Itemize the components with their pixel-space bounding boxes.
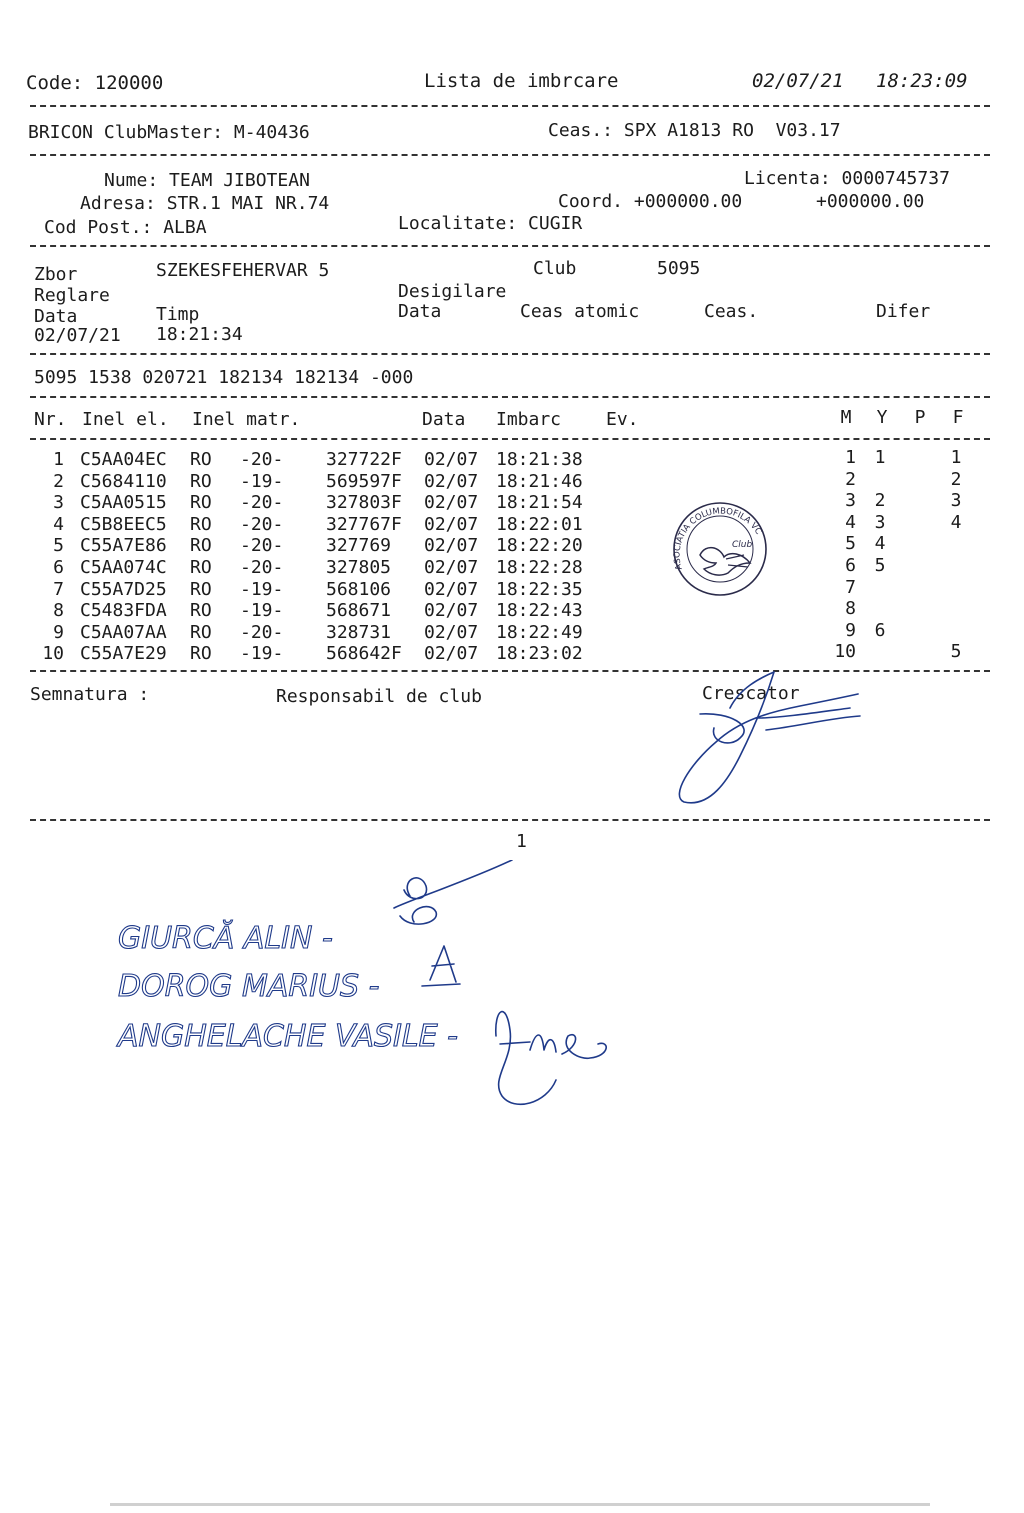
ring-matriculation: 327767F — [326, 513, 402, 535]
row-number: 7 — [53, 578, 64, 600]
arrival-date: 02/07 — [424, 449, 479, 470]
arrival-time: 18:21:46 — [496, 470, 583, 492]
ring-country: RO — [190, 621, 212, 643]
signature-label: Semnatura : — [30, 684, 150, 705]
ring-country: RO — [190, 578, 212, 600]
ring-matriculation: 568671 — [326, 600, 392, 622]
divider — [30, 438, 990, 440]
handwritten-signatures — [110, 860, 630, 1120]
col-header-m: M — [840, 407, 852, 428]
svg-text:Club: Club — [732, 540, 753, 550]
ring-country: RO — [190, 643, 212, 665]
ring-electronic-id: C5AA0515 — [80, 492, 167, 514]
ring-country: RO — [190, 535, 212, 557]
breeder-label: Crescator — [702, 683, 800, 704]
atomic-clock-label: Ceas atomic — [520, 301, 640, 322]
rank-y: 4 — [874, 533, 886, 555]
arrival-date: 02/07 — [424, 535, 479, 557]
print-date: 02/07/21 — [752, 70, 844, 92]
rank-m: 7 — [845, 576, 856, 598]
rank-m: 1 — [845, 447, 856, 468]
row-number: 9 — [53, 621, 64, 643]
ring-year: -20- — [240, 621, 284, 643]
rank-m: 4 — [845, 511, 856, 533]
arrival-time: 18:23:02 — [496, 643, 583, 665]
ring-year: -19- — [240, 600, 284, 622]
rank-m: 3 — [845, 490, 856, 512]
arrival-date: 02/07 — [424, 578, 479, 600]
col-header-f: F — [952, 407, 964, 428]
arrival-time: 18:22:28 — [496, 557, 583, 578]
row-number: 10 — [42, 643, 64, 665]
ring-matriculation: 568642F — [326, 643, 402, 665]
club-stamp — [668, 497, 772, 597]
flight-name: SZEKESFEHERVAR 5 — [156, 260, 330, 281]
divider — [30, 396, 990, 398]
handwritten-name-3: ANGHELACHE VASILE - — [118, 1019, 458, 1054]
col-header-data: Data — [422, 409, 466, 430]
ring-country: RO — [190, 557, 212, 578]
arrival-time: 18:22:20 — [496, 535, 583, 557]
arrival-date: 02/07 — [424, 470, 479, 492]
desigilare-data-label: Data — [398, 301, 442, 322]
rank-f: 5 — [950, 641, 962, 663]
col-header-nr: Nr. — [34, 409, 67, 430]
ring-matriculation: 327805 — [326, 557, 392, 578]
divider — [30, 154, 990, 156]
ring-electronic-id: C5AA074C — [80, 557, 167, 578]
ring-electronic-id: C55A7D25 — [80, 578, 167, 600]
row-number: 6 — [53, 557, 64, 578]
arrival-time: 18:22:43 — [496, 600, 583, 622]
arrival-time: 18:22:01 — [496, 513, 583, 535]
arrival-date: 02/07 — [424, 621, 479, 643]
ring-electronic-id: C55A7E29 — [80, 643, 167, 665]
arrival-time: 18:22:49 — [496, 621, 583, 643]
owner-name: Nume: TEAM JIBOTEAN — [104, 170, 310, 191]
ring-matriculation: 327803F — [326, 492, 402, 514]
reglare-date: 02/07/21 — [34, 325, 121, 346]
divider — [30, 353, 990, 355]
col-header-inel-el: Inel el. — [82, 409, 169, 430]
page-edge-shadow — [110, 1503, 930, 1506]
col-header-imbarc: Imbarc — [496, 409, 562, 430]
page-number: 1 — [516, 831, 527, 852]
ring-electronic-id: C55A7E86 — [80, 535, 167, 557]
ring-electronic-id: C5AA07AA — [80, 621, 167, 643]
coordinates: Coord. +000000.00 — [558, 191, 743, 212]
col-header-y: Y — [876, 407, 888, 428]
breeder-signature — [670, 668, 870, 810]
ring-electronic-id: C5684110 — [80, 470, 167, 492]
code-label: Code: 120000 — [26, 72, 164, 94]
row-number: 8 — [53, 600, 64, 622]
rank-m: 9 — [845, 619, 856, 641]
rank-f: 2 — [950, 468, 962, 490]
data-label: Data — [34, 306, 78, 327]
reglare-label: Reglare — [34, 285, 110, 306]
rank-m: 6 — [845, 555, 856, 576]
ring-matriculation: 569597F — [326, 470, 402, 492]
desigilare-label: Desigilare — [398, 281, 507, 302]
clock-info: Ceas.: SPX A1813 RO V03.17 — [548, 120, 841, 141]
rank-y: 3 — [874, 511, 886, 533]
ring-electronic-id: C5AA04EC — [80, 449, 167, 470]
arrival-time: 18:21:54 — [496, 492, 583, 514]
ring-matriculation: 327769 — [326, 535, 392, 557]
col-header-p: P — [914, 407, 926, 428]
ring-year: -20- — [240, 535, 284, 557]
clock-code-line: 5095 1538 020721 182134 182134 -000 — [34, 367, 414, 388]
row-number: 5 — [53, 535, 64, 557]
col-header-ev: Ev. — [606, 409, 639, 430]
rank-y: 2 — [874, 490, 886, 512]
print-time: 18:23:09 — [876, 70, 968, 92]
ring-matriculation: 568106 — [326, 578, 392, 600]
row-number: 4 — [53, 513, 64, 535]
arrival-date: 02/07 — [424, 513, 479, 535]
license-number: Licenta: 0000745737 — [744, 168, 950, 189]
rank-m: 8 — [845, 598, 856, 620]
ring-year: -20- — [240, 492, 284, 514]
document-title: Lista de imbrcare — [424, 70, 619, 92]
ring-country: RO — [190, 470, 212, 492]
ring-country: RO — [190, 600, 212, 622]
divider — [30, 819, 990, 821]
row-number: 3 — [53, 492, 64, 514]
ring-matriculation: 327722F — [326, 449, 402, 470]
rank-y: 1 — [874, 447, 886, 468]
ring-year: -19- — [240, 578, 284, 600]
row-number: 2 — [53, 470, 64, 492]
rank-f: 4 — [950, 511, 962, 533]
arrival-time: 18:22:35 — [496, 578, 583, 600]
clubmaster-system: BRICON ClubMaster: M-40436 — [28, 122, 310, 143]
svg-text:ASOCIATIA COLUMBOFILA VC: ASOCIATIA COLUMBOFILA VC — [672, 506, 764, 571]
divider — [30, 105, 990, 107]
rank-m: 5 — [845, 533, 856, 555]
ring-country: RO — [190, 492, 212, 514]
coordinates-second: +000000.00 — [816, 191, 925, 212]
arrival-date: 02/07 — [424, 492, 479, 514]
row-number: 1 — [53, 449, 64, 470]
rank-y: 5 — [874, 555, 886, 576]
divider — [30, 245, 990, 247]
rank-f: 3 — [950, 490, 962, 512]
ring-matriculation: 328731 — [326, 621, 392, 643]
ring-country: RO — [190, 449, 212, 470]
flight-label: Zbor — [34, 264, 78, 285]
ring-year: -19- — [240, 470, 284, 492]
arrival-date: 02/07 — [424, 643, 479, 665]
ring-year: -20- — [240, 513, 284, 535]
locality: Localitate: CUGIR — [398, 213, 583, 234]
rank-m: 2 — [845, 468, 856, 490]
postal-code: Cod Post.: ALBA — [44, 217, 207, 238]
rank-f: 1 — [950, 447, 962, 468]
clock-label: Ceas. — [704, 301, 759, 322]
difference-label: Difer — [876, 301, 931, 322]
rank-m: 10 — [834, 641, 856, 663]
owner-address: Adresa: STR.1 MAI NR.74 — [80, 193, 330, 214]
col-header-inel-matr: Inel matr. — [192, 409, 301, 430]
ring-year: -20- — [240, 449, 284, 470]
handwritten-name-1: GIURCĂ ALIN - — [118, 921, 333, 956]
handwritten-name-2: DOROG MARIUS - — [118, 969, 380, 1004]
ring-year: -19- — [240, 643, 284, 665]
ring-electronic-id: C5B8EEC5 — [80, 513, 167, 535]
rank-y: 6 — [874, 619, 886, 641]
ring-year: -20- — [240, 557, 284, 578]
club-number: 5095 — [657, 258, 701, 279]
club-label: Club — [533, 258, 577, 279]
arrival-date: 02/07 — [424, 600, 479, 622]
ring-country: RO — [190, 513, 212, 535]
arrival-date: 02/07 — [424, 557, 479, 578]
reglare-time: 18:21:34 — [156, 324, 243, 345]
arrival-time: 18:21:38 — [496, 449, 583, 470]
ring-electronic-id: C5483FDA — [80, 600, 167, 622]
club-responsible-label: Responsabil de club — [276, 686, 482, 707]
timp-label: Timp — [156, 304, 200, 325]
